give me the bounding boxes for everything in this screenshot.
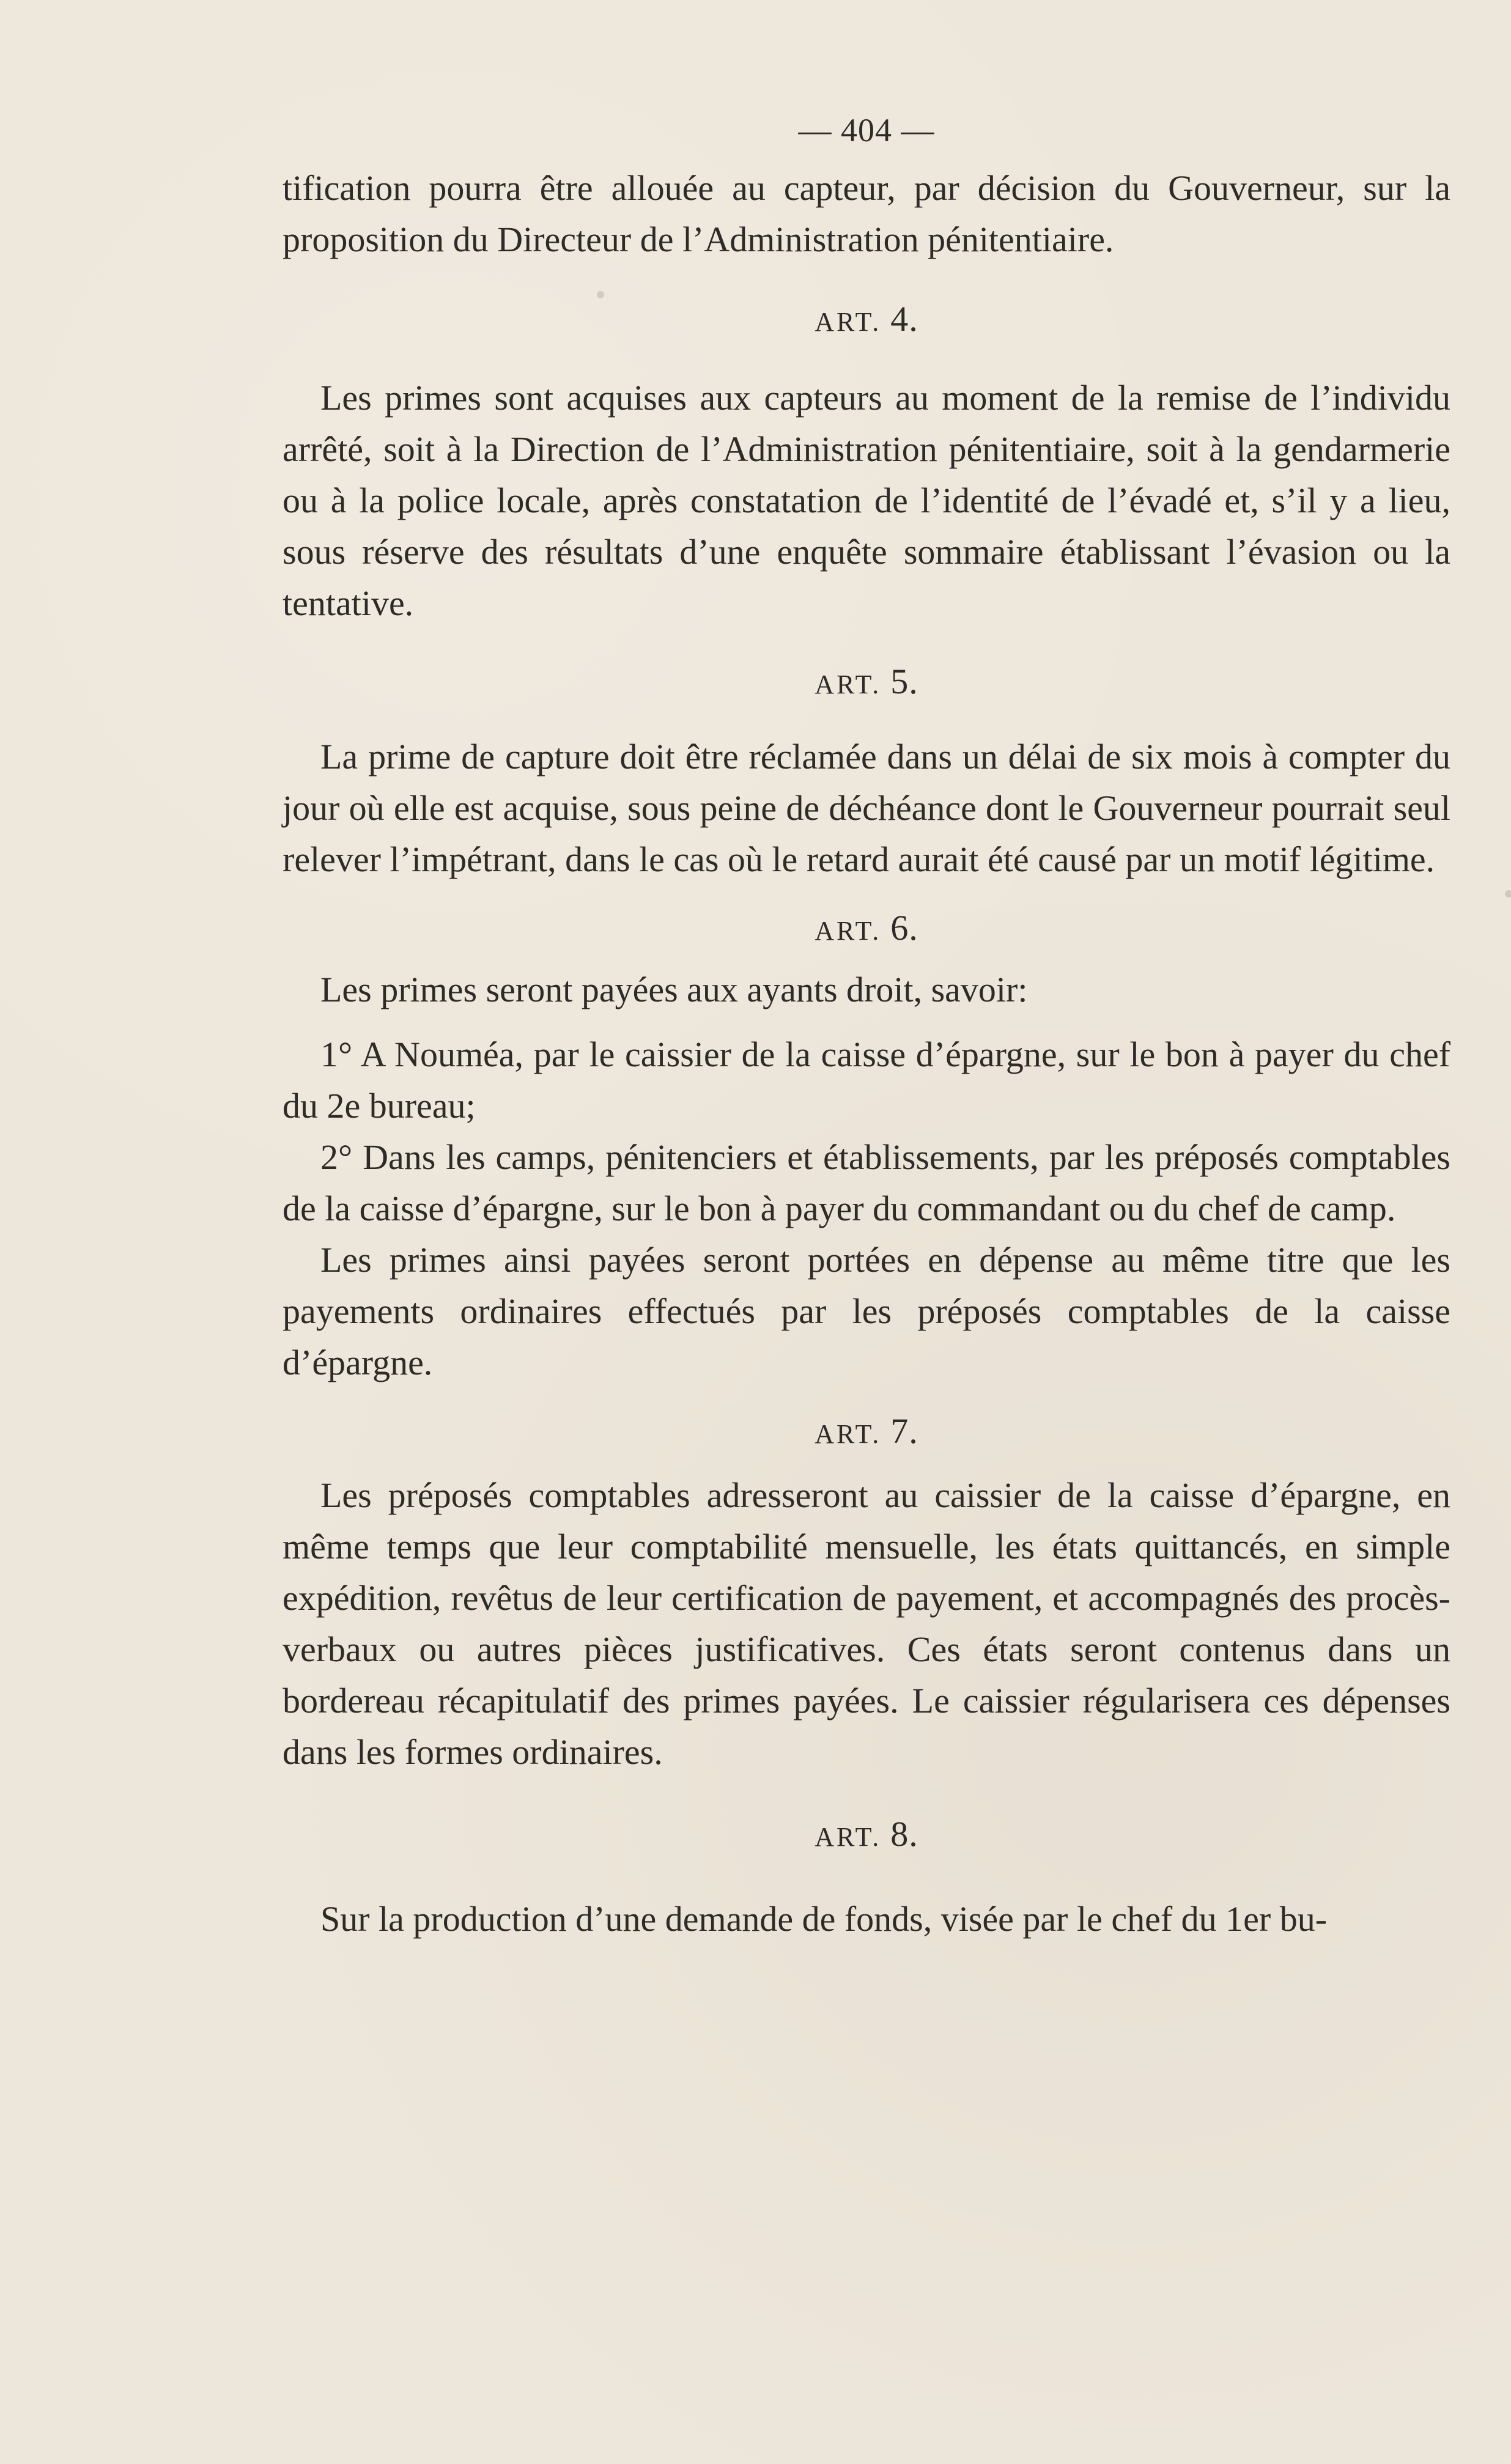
article-number: 7. [890,1411,918,1451]
article-number: 6. [890,908,918,948]
article-6-closing: Les primes ainsi payées seront portées en dépense au même titre que les payements ordinaires effectués par les préposés comptables de la caisse d’épargne. [283,1240,1450,1382]
article-7-text: Les préposés comptables adresseront au caissier de la caisse d’épargne, en même temps que leur comptabilité mensuelle, les états quittancés, en simple expédition, revêtus de leur certification de payement, et accompagnés des procès-verbaux ou autres pièces justificatives. Ces états seront contenus dans un bordereau récapitulatif des primes payées. Le caissier régularisera ces dépenses dans les formes ordinaires. [283,1475,1450,1772]
article-label: ART. [815,1419,882,1449]
article-number: 4. [890,299,918,339]
article-number: 8. [890,1814,918,1854]
article-heading-6 [283,910,1450,950]
article-5-text: La prime de capture doit être réclamée dans un délai de six mois à compter du jour où elle est acquise, sous peine de déchéance dont le Gouverneur pourrait seul relever l’impétrant, dans le cas où le retard aurait été causé par un motif légitime. [283,737,1450,879]
page-text [283,109,1450,1945]
article-6-item-1: 1° A Nouméa, par le caissier de la caisse d’épargne, sur le bon à payer du chef du 2e bureau; [283,1035,1450,1126]
page-number: — 404 — [798,112,935,149]
paper-speck [1505,890,1511,898]
article-6-item-2: 2° Dans les camps, pénitenciers et établissements, par les préposés comptables de la caisse d’épargne, sur le bon à payer du commandant ou du chef de camp. [283,1137,1450,1228]
article-heading-4 [283,301,1450,341]
article-heading-7 [283,1413,1450,1453]
article-heading-8 [283,1816,1450,1856]
article-label: ART. [815,916,882,946]
article-number: 5. [890,662,918,701]
article-label: ART. [815,1822,882,1852]
article-label: ART. [815,669,882,699]
article-6-intro: Les primes seront payées aux ayants droit, savoir: [320,970,1028,1009]
paragraph-continuation: tification pourra être allouée au capteur, par décision du Gouverneur, sur la proposition du Directeur de l’Administration pénitentiaire. [283,168,1450,259]
article-8-text: Sur la production d’une demande de fonds, visée par le chef du 1er bu- [320,1899,1328,1939]
article-label: ART. [815,307,882,337]
article-4-text: Les primes sont acquises aux capteurs au moment de la remise de l’individu arrêté, soit à la Direction de l’Administration pénitentiaire, soit à la gendarmerie ou à la police locale, après constatation de l’identité de l’évadé et, s’il y a lieu, sous réserve des résultats d’une enquête sommaire établissant l’évasion ou la tentative. [283,378,1450,623]
article-heading-5 [283,663,1450,703]
